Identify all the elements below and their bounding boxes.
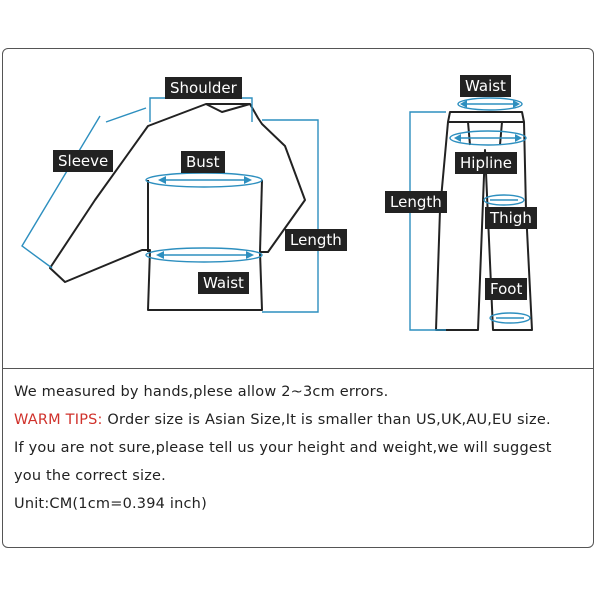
note-suggest-cont: you the correct size. xyxy=(14,468,166,484)
jacket-arrow-heads xyxy=(156,176,254,259)
note-warm-tips xyxy=(14,406,589,434)
label-jacket-length: Length xyxy=(285,229,347,251)
label-shoulder: Shoulder xyxy=(165,77,242,99)
warm-tips-label: WARM TIPS: xyxy=(14,412,103,428)
label-hipline: Hipline xyxy=(455,152,517,174)
note-unit: Unit:CM(1cm=0.394 inch) xyxy=(14,496,207,512)
note-suggest: If you are not sure,please tell us your height and weight,we will suggest xyxy=(14,440,552,456)
label-thigh: Thigh xyxy=(485,207,537,229)
label-sleeve: Sleeve xyxy=(53,150,113,172)
jacket-measure-lines xyxy=(22,98,318,312)
warm-tips-text: Order size is Asian Size,It is smaller than US,UK,AU,EU size. xyxy=(102,412,551,428)
label-bust: Bust xyxy=(181,151,225,173)
label-foot: Foot xyxy=(485,278,527,300)
size-notes xyxy=(14,378,589,518)
label-pants-length: Length xyxy=(385,191,447,213)
label-pants-waist: Waist xyxy=(460,75,511,97)
label-jacket-waist: Waist xyxy=(198,272,249,294)
note-measure-error: We measured by hands,plese allow 2~3cm errors. xyxy=(14,384,389,400)
